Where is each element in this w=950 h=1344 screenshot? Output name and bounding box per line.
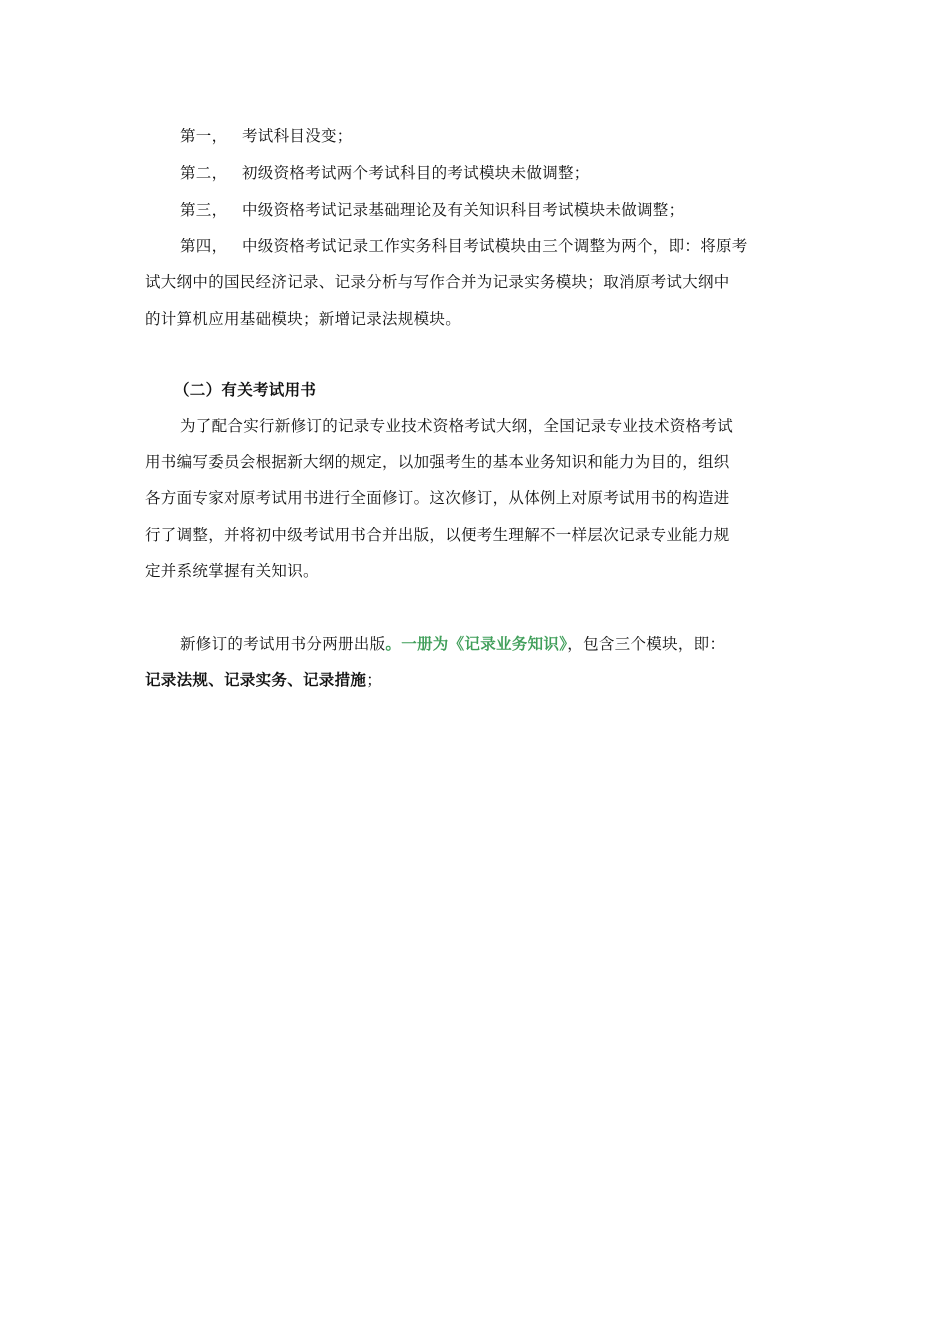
item-text: 中级资格考试记录工作实务科目考试模块由三个调整为两个，即：将原考 xyxy=(242,237,748,255)
item-text: 考试科目没变； xyxy=(242,127,353,145)
list-item xyxy=(180,200,684,220)
paragraph-line xyxy=(145,670,382,690)
paragraph-line: 试大纲中的国民经济记录、记录分析与写作合并为记录实务模块；取消原考试大纲中 xyxy=(145,273,730,291)
item-ordinal: 第二， xyxy=(180,164,228,182)
para-lead: 新修订的考试用书分两册出版 xyxy=(180,635,386,653)
list-item xyxy=(180,236,748,256)
list-item xyxy=(180,126,353,146)
item-text: 初级资格考试两个考试科目的考试模块未做调整； xyxy=(242,164,590,182)
highlight-text: 。一册为《记录业务知识》 xyxy=(385,634,568,653)
item-ordinal: 第一， xyxy=(180,127,228,145)
item-ordinal: 第四， xyxy=(180,237,228,255)
para-tail: ，包含三个模块，即： xyxy=(567,635,726,653)
paragraph-line: 各方面专家对原考试用书进行全面修订。这次修订，从体例上对原考试用书的构造进 xyxy=(145,489,730,507)
paragraph-line: 为了配合实行新修订的记录专业技术资格考试大纲，全国记录专业技术资格考试 xyxy=(180,417,734,435)
bold-text: 记录法规、记录实务、记录措施 xyxy=(145,670,367,689)
paragraph-line: 的计算机应用基础模块；新增记录法规模块。 xyxy=(145,310,462,328)
item-ordinal: 第三， xyxy=(180,201,228,219)
section-heading: （二）有关考试用书 xyxy=(174,380,317,399)
para-end: ； xyxy=(366,671,383,689)
paragraph-line: 定并系统掌握有关知识。 xyxy=(145,562,319,580)
list-item xyxy=(180,163,590,183)
paragraph-line: 用书编写委员会根据新大纲的规定，以加强考生的基本业务知识和能力为目的，组织 xyxy=(145,453,730,471)
paragraph-line xyxy=(180,634,725,654)
paragraph-line: 行了调整，并将初中级考试用书合并出版，以便考生理解不一样层次记录专业能力规 xyxy=(145,526,730,544)
item-text: 中级资格考试记录基础理论及有关知识科目考试模块未做调整； xyxy=(242,201,685,219)
